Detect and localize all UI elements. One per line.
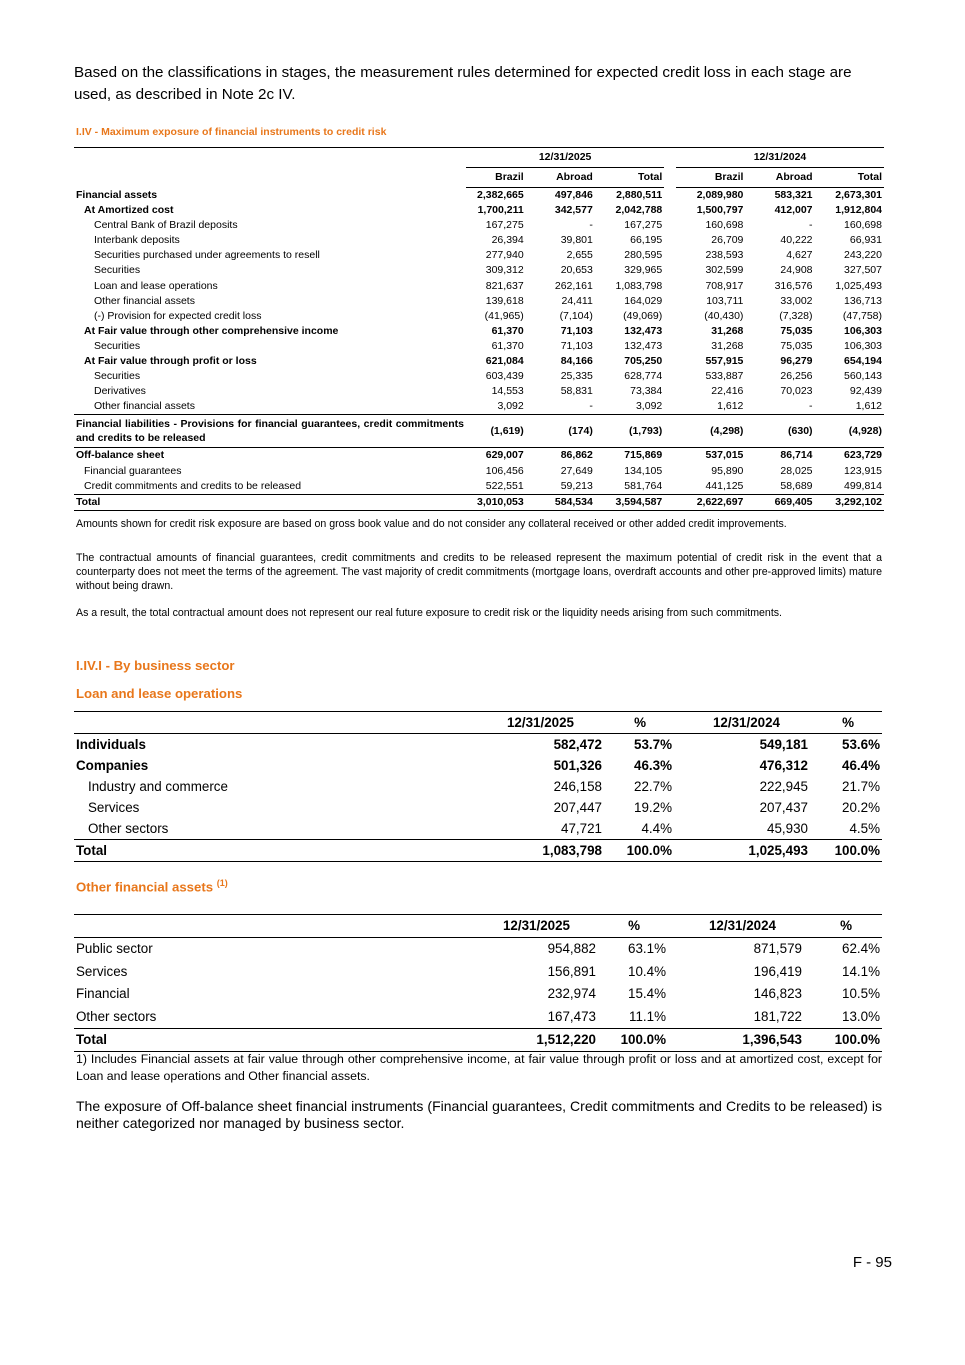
- table-row: [74, 1029, 882, 1052]
- cell-value: 167,275: [485, 219, 524, 232]
- table-row: [74, 263, 884, 278]
- cell-value: 441,125: [705, 479, 744, 492]
- table-row: [74, 1006, 882, 1029]
- table-row: [74, 961, 882, 983]
- cell-value: 22.7%: [634, 779, 672, 794]
- cell-value: 160,698: [844, 219, 882, 232]
- cell-value: 26,256: [780, 370, 813, 383]
- row-label: Financial liabilities - Provisions for financial guarantees, credit commitments and credits to be released: [74, 415, 466, 448]
- table-row: [74, 479, 884, 495]
- column-gap: [664, 384, 676, 399]
- cell-value: 13.0%: [842, 1008, 880, 1024]
- cell-value: 53.7%: [634, 737, 672, 752]
- cell-value: (40,430): [704, 309, 744, 322]
- cell-value: (4,298): [676, 415, 745, 448]
- row-label: Securities purchased under agreements to resell: [94, 249, 320, 262]
- row-label: Other financial assets: [94, 400, 195, 413]
- cell-value: -: [809, 400, 813, 413]
- cell-value: 309,312: [485, 264, 524, 277]
- column-gap: [664, 339, 676, 354]
- row-label: Industry and commerce: [88, 779, 228, 794]
- note-paragraph: As a result, the total contractual amount does not represent our real future exposure to credit risk or the liquidity needs arising from such commitments.: [76, 607, 782, 619]
- cell-value: 100.0%: [810, 840, 882, 862]
- header-period-2025: 12/31/2025: [444, 712, 604, 734]
- cell-value: 167,275: [624, 219, 663, 232]
- row-label: Loan and lease operations: [94, 279, 218, 292]
- cell-value: 71,103: [560, 324, 593, 337]
- cell-value: 132,473: [624, 339, 663, 352]
- table-row: [74, 339, 884, 354]
- cell-value: 629,007: [485, 449, 524, 462]
- table-row: [74, 494, 884, 510]
- cell-value: 62.4%: [842, 941, 880, 957]
- table-row: [74, 279, 884, 294]
- header-percent: %: [604, 712, 674, 734]
- cell-value: 100.0%: [604, 840, 674, 862]
- cell-value: 2,042,788: [615, 204, 663, 217]
- cell-value: 654,194: [844, 355, 882, 368]
- cell-value: 2,880,511: [616, 189, 663, 201]
- cell-value: 96,279: [780, 355, 813, 368]
- header-period-2025: 12/31/2025: [444, 915, 598, 938]
- column-gap: [664, 369, 676, 384]
- cell-value: 871,579: [753, 941, 802, 957]
- ofa-sector-table: [74, 914, 882, 1052]
- row-label: At Amortized cost: [84, 204, 174, 217]
- column-gap: [664, 464, 676, 479]
- page-number: F - 95: [852, 1254, 892, 1271]
- cell-value: 14.1%: [842, 963, 880, 979]
- column-gap: [664, 494, 676, 510]
- cell-value: 95,890: [711, 464, 744, 477]
- cell-value: 15.4%: [628, 986, 666, 1002]
- row-label: Credit commitments and credits to be released: [84, 479, 302, 492]
- cell-value: (1,619): [466, 415, 526, 448]
- cell-value: 103,711: [706, 294, 744, 307]
- cell-value: 603,439: [485, 370, 524, 383]
- cell-value: 262,161: [554, 279, 593, 292]
- cell-value: 58,689: [780, 479, 813, 492]
- cell-value: 31,268: [711, 339, 744, 352]
- cell-value: 181,722: [753, 1008, 802, 1024]
- row-label: Other sectors: [88, 821, 169, 836]
- col-brazil: Brazil: [676, 168, 745, 188]
- cell-value: 11.1%: [629, 1008, 666, 1024]
- cell-value: 954,882: [547, 941, 596, 957]
- cell-value: 100.0%: [804, 1029, 882, 1052]
- cell-value: 1,612: [855, 400, 882, 413]
- cell-value: 1,025,493: [674, 840, 810, 862]
- cell-value: -: [589, 400, 593, 413]
- cell-value: 623,729: [844, 449, 882, 462]
- cell-value: (7,104): [559, 309, 593, 322]
- cell-value: 139,618: [485, 294, 524, 307]
- table-row: [74, 938, 882, 961]
- row-label: Financial: [76, 986, 130, 1002]
- cell-value: 1,912,804: [835, 204, 882, 217]
- table-header-row: [74, 915, 882, 938]
- header-period-2024: 12/31/2024: [674, 712, 810, 734]
- period-2025: 12/31/2025: [466, 148, 664, 168]
- cell-value: 84,166: [560, 355, 593, 368]
- cell-value: 61,370: [491, 339, 524, 352]
- column-gap: [664, 324, 676, 339]
- col-total: Total: [815, 168, 884, 188]
- cell-value: 584,534: [526, 494, 595, 510]
- cell-value: 2,382,665: [477, 189, 524, 201]
- cell-value: 61,370: [491, 324, 524, 337]
- column-gap: [664, 309, 676, 324]
- cell-value: 238,593: [705, 249, 744, 262]
- row-label: (-) Provision for expected credit loss: [94, 309, 262, 322]
- header-period-2024: 12/31/2024: [668, 915, 804, 938]
- cell-value: 24,411: [561, 294, 593, 307]
- cell-value: 92,439: [849, 385, 882, 398]
- cell-value: 3,010,053: [466, 494, 526, 510]
- cell-value: 537,015: [705, 449, 744, 462]
- cell-value: 2,673,301: [835, 189, 882, 201]
- cell-value: 28,025: [780, 464, 813, 477]
- column-gap: [664, 448, 676, 464]
- period-2024: 12/31/2024: [676, 148, 884, 168]
- row-label: At Fair value through profit or loss: [84, 355, 257, 368]
- row-label: Services: [76, 963, 128, 979]
- cell-value: 277,940: [485, 249, 524, 262]
- col-abroad: Abroad: [526, 168, 595, 188]
- table-row: [74, 188, 884, 204]
- col-brazil: Brazil: [466, 168, 526, 188]
- cell-value: 1,512,220: [444, 1029, 598, 1052]
- table-row: [74, 448, 884, 464]
- section-title: I.IV - Maximum exposure of financial instruments to credit risk: [76, 126, 387, 138]
- col-abroad: Abroad: [745, 168, 814, 188]
- cell-value: 132,473: [624, 324, 663, 337]
- cell-value: 2,089,980: [696, 189, 744, 201]
- footnote: 1) Includes Financial assets at fair value through other comprehensive income, at fair value through profit or loss and at amortized cost, except for Loan and lease operations and Other financial assets.: [76, 1052, 882, 1083]
- row-label: Total: [74, 840, 444, 862]
- table-row: [74, 755, 882, 776]
- column-gap: [664, 263, 676, 278]
- cell-value: 821,637: [485, 279, 524, 292]
- cell-value: 20,653: [560, 264, 593, 277]
- row-label: Derivatives: [94, 385, 146, 398]
- cell-value: 45,930: [767, 821, 808, 836]
- cell-value: 66,195: [630, 234, 663, 247]
- column-gap: [664, 188, 676, 204]
- cell-value: 708,917: [705, 279, 744, 292]
- cell-value: 53.6%: [842, 737, 880, 752]
- cell-value: 14,553: [491, 385, 524, 398]
- cell-value: 3,092: [635, 400, 663, 413]
- cell-value: 499,814: [844, 479, 882, 492]
- cell-value: 4.5%: [849, 821, 880, 836]
- cell-value: 26,394: [491, 234, 524, 247]
- cell-value: 412,007: [774, 204, 813, 217]
- row-label: Central Bank of Brazil deposits: [94, 219, 238, 232]
- cell-value: (1,793): [595, 415, 664, 448]
- cell-value: 1,396,543: [668, 1029, 804, 1052]
- cell-value: 73,384: [630, 385, 663, 398]
- table-row: [74, 354, 884, 369]
- ofa-title-text: Other financial assets: [76, 879, 214, 895]
- table-row: [74, 233, 884, 248]
- cell-value: 47,721: [561, 821, 602, 836]
- cell-value: 621,084: [485, 355, 524, 368]
- cell-value: 75,035: [780, 324, 813, 337]
- cell-value: 27,649: [560, 464, 593, 477]
- header-percent: %: [804, 915, 882, 938]
- cell-value: 3,092: [497, 400, 524, 413]
- period-header-row: [74, 148, 884, 168]
- cell-value: 501,326: [553, 758, 602, 773]
- table-row: [74, 309, 884, 324]
- cell-value: 476,312: [759, 758, 808, 773]
- column-gap: [664, 399, 676, 415]
- column-gap: [664, 354, 676, 369]
- column-gap: [664, 415, 676, 448]
- cell-value: 26,709: [711, 234, 744, 247]
- cell-value: (47,758): [842, 309, 882, 322]
- table-row: [74, 415, 884, 448]
- cell-value: 583,321: [774, 189, 813, 201]
- cell-value: 106,303: [844, 339, 882, 352]
- column-gap: [664, 279, 676, 294]
- table-row: [74, 818, 882, 840]
- row-label: Financial guarantees: [84, 464, 182, 477]
- closing-paragraph: The exposure of Off-balance sheet financial instruments (Financial guarantees, Credit commitments and Credits to be released) is neither categorized nor managed by business sector.: [76, 1098, 882, 1131]
- intro-paragraph: Based on the classifications in stages, the measurement rules determined for expected credit loss in each stage are used, as described in Note 2c IV.: [74, 64, 852, 103]
- cell-value: 63.1%: [628, 941, 666, 957]
- cell-value: 327,507: [844, 264, 882, 277]
- table-row: [74, 734, 882, 756]
- table-row: [74, 840, 882, 862]
- cell-value: 329,965: [624, 264, 663, 277]
- cell-value: 4,627: [786, 249, 813, 262]
- cell-value: (7,328): [779, 309, 813, 322]
- row-label: Securities: [94, 339, 141, 352]
- cell-value: 316,576: [774, 279, 813, 292]
- row-label: Individuals: [76, 737, 146, 752]
- cell-value: 46.4%: [842, 758, 880, 773]
- cell-value: 106,303: [844, 324, 882, 337]
- table-row: [74, 983, 882, 1005]
- cell-value: 10.4%: [628, 963, 666, 979]
- table-row: [74, 776, 882, 797]
- cell-value: 24,908: [780, 264, 813, 277]
- column-gap: [664, 248, 676, 263]
- column-gap: [664, 203, 676, 218]
- cell-value: 66,931: [849, 234, 882, 247]
- table-row: [74, 294, 884, 309]
- cell-value: 156,891: [547, 963, 596, 979]
- cell-value: 280,595: [624, 249, 663, 262]
- row-label: Public sector: [76, 941, 153, 957]
- row-label: At Fair value through other comprehensive income: [84, 324, 339, 337]
- loan-sector-table: [74, 711, 882, 862]
- cell-value: (49,069): [623, 309, 663, 322]
- cell-value: 20.2%: [842, 800, 880, 815]
- column-gap: [664, 294, 676, 309]
- row-label: Companies: [76, 758, 149, 773]
- cell-value: 4.4%: [641, 821, 672, 836]
- cell-value: 134,105: [624, 464, 663, 477]
- table-row: [74, 399, 884, 415]
- cell-value: 106,456: [485, 464, 524, 477]
- cell-value: 164,029: [624, 294, 663, 307]
- table-row: [74, 384, 884, 399]
- cell-value: 10.5%: [842, 986, 880, 1002]
- cell-value: 58,831: [560, 385, 593, 398]
- cell-value: 1,700,211: [477, 204, 524, 217]
- cell-value: 71,103: [560, 339, 593, 352]
- cell-value: 342,577: [554, 204, 593, 217]
- cell-value: -: [809, 219, 813, 232]
- cell-value: 549,181: [759, 737, 808, 752]
- cell-value: 1,083,798: [615, 279, 663, 292]
- cell-value: 232,974: [547, 986, 596, 1002]
- cell-value: 3,594,587: [595, 494, 664, 510]
- row-label: Financial assets: [76, 188, 158, 201]
- cell-value: 1,500,797: [696, 204, 744, 217]
- row-label: Off-balance sheet: [76, 449, 165, 462]
- table-header-row: [74, 712, 882, 734]
- cell-value: 628,774: [624, 370, 663, 383]
- cell-value: 2,655: [566, 249, 593, 262]
- cell-value: 533,887: [705, 370, 744, 383]
- row-label: Other financial assets: [94, 294, 195, 307]
- cell-value: 243,220: [844, 249, 882, 262]
- header-percent: %: [598, 915, 668, 938]
- cell-value: 222,945: [759, 779, 808, 794]
- cell-value: 40,222: [780, 234, 813, 247]
- header-percent: %: [810, 712, 882, 734]
- row-label: Securities: [94, 370, 141, 383]
- row-label: Interbank deposits: [94, 234, 180, 247]
- cell-value: 2,622,697: [676, 494, 745, 510]
- table-row: [74, 797, 882, 818]
- cell-value: 560,143: [844, 370, 882, 383]
- cell-value: 705,250: [624, 355, 663, 368]
- row-label: Total: [74, 494, 466, 510]
- cell-value: 167,473: [547, 1008, 596, 1024]
- cell-value: (41,965): [484, 309, 524, 322]
- row-label: Other sectors: [76, 1008, 157, 1024]
- table-row: [74, 248, 884, 263]
- cell-value: 31,268: [711, 324, 744, 337]
- col-total: Total: [595, 168, 664, 188]
- cell-value: 86,862: [560, 449, 593, 462]
- cell-value: 100.0%: [598, 1029, 668, 1052]
- cell-value: 302,599: [705, 264, 744, 277]
- cell-value: (4,928): [815, 415, 884, 448]
- cell-value: 70,023: [780, 385, 813, 398]
- cell-value: 1,025,493: [835, 279, 882, 292]
- cell-value: (630): [745, 415, 814, 448]
- cell-value: 22,416: [711, 385, 744, 398]
- row-label: Total: [74, 1029, 444, 1052]
- cell-value: 207,447: [553, 800, 602, 815]
- cell-value: 497,846: [554, 189, 593, 201]
- column-header-row: [74, 168, 884, 188]
- cell-value: 160,698: [705, 219, 744, 232]
- table-row: [74, 464, 884, 479]
- cell-value: 246,158: [553, 779, 602, 794]
- note-paragraph: The contractual amounts of financial guarantees, credit commitments and credits to be released represent the maximum potential of credit risk in the event that a counterparty does not meet the terms of the agreement. The vast majority of credit commitments (mortgage loans, overdraft accounts and other pre-approved limits) mature without being drawn.: [76, 552, 882, 593]
- cell-value: 33,002: [780, 294, 813, 307]
- cell-value: 46.3%: [634, 758, 672, 773]
- table-row: [74, 324, 884, 339]
- cell-value: 123,915: [844, 464, 882, 477]
- exposure-table: [74, 147, 884, 511]
- table-row: [74, 203, 884, 218]
- table-row: [74, 218, 884, 233]
- cell-value: 21.7%: [842, 779, 880, 794]
- cell-value: 39,801: [560, 234, 593, 247]
- cell-value: 86,714: [780, 449, 813, 462]
- column-gap: [664, 479, 676, 495]
- cell-value: -: [589, 219, 593, 232]
- cell-value: 136,713: [844, 294, 882, 307]
- cell-value: 581,764: [624, 479, 663, 492]
- cell-value: 715,869: [624, 449, 663, 462]
- cell-value: 557,915: [705, 355, 744, 368]
- footnote-ref: (1): [216, 878, 228, 888]
- column-gap: [664, 233, 676, 248]
- cell-value: 1,612: [717, 400, 744, 413]
- ofa-title: [76, 878, 228, 894]
- cell-value: 59,213: [560, 479, 593, 492]
- cell-value: 582,472: [553, 737, 602, 752]
- column-gap: [664, 218, 676, 233]
- cell-value: 3,292,102: [815, 494, 884, 510]
- cell-value: 196,419: [753, 963, 802, 979]
- note-paragraph: Amounts shown for credit risk exposure are based on gross book value and do not consider any collateral received or other added credit improvements.: [76, 518, 787, 530]
- cell-value: 1,083,798: [444, 840, 604, 862]
- cell-value: 146,823: [753, 986, 802, 1002]
- cell-value: 75,035: [780, 339, 813, 352]
- loan-title: Loan and lease operations: [76, 686, 243, 701]
- cell-value: 669,405: [745, 494, 814, 510]
- cell-value: 522,551: [485, 479, 524, 492]
- row-label: Services: [88, 800, 140, 815]
- cell-value: 19.2%: [634, 800, 672, 815]
- row-label: Securities: [94, 264, 141, 277]
- table-row: [74, 369, 884, 384]
- cell-value: (174): [526, 415, 595, 448]
- sector-title: I.IV.I - By business sector: [76, 658, 235, 673]
- cell-value: 207,437: [759, 800, 808, 815]
- cell-value: 25,335: [560, 370, 593, 383]
